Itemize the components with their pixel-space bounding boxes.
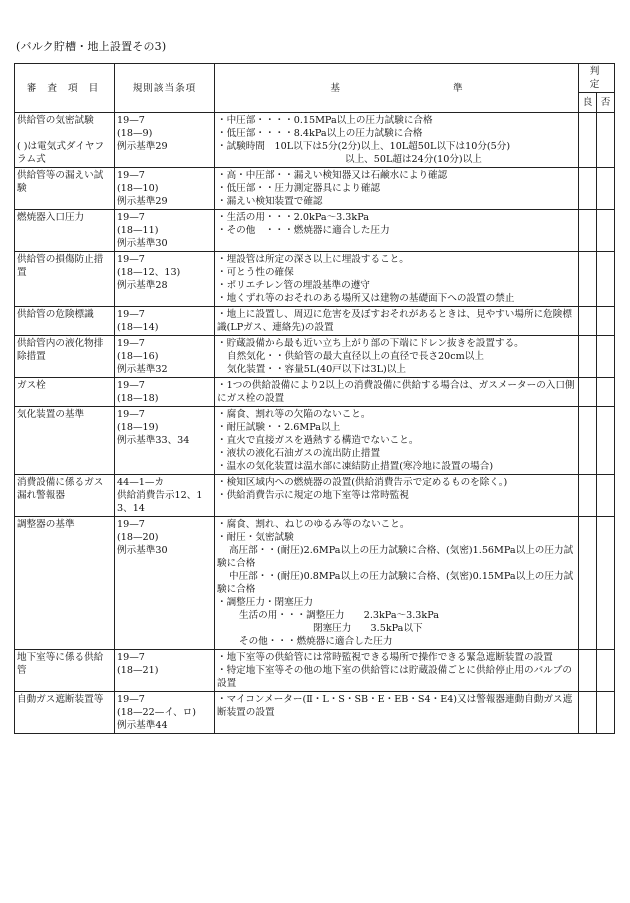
rule-cell [115, 692, 215, 734]
rule-text: 供給消費告示12、13、14 [117, 490, 203, 514]
judgement-good-cell[interactable] [579, 336, 597, 378]
standard-text: ・漏えい検知装置で確認 [217, 196, 323, 207]
header-judgement: 判 定 [579, 64, 615, 93]
standard-text: 高圧部・・(耐圧)2.6MPa以上の圧力試験に合格、(気密)1.56MPa以上の圧力試験に合格 [217, 545, 574, 569]
standard-cell [215, 475, 579, 517]
judgement-good-cell[interactable] [579, 307, 597, 336]
rule-text: (18—19) [117, 422, 159, 433]
rule-text: (18—20) [117, 532, 159, 543]
rule-cell [115, 517, 215, 650]
rule-text: (18—11) [117, 225, 159, 236]
item-cell [15, 378, 115, 407]
item-text: 供給管の危険標識 [17, 309, 94, 320]
rule-text: 19—7 [117, 694, 145, 705]
standard-text: その他・・・燃焼器に適合した圧力 [239, 636, 393, 647]
rule-text: 例示基準29 [117, 196, 168, 207]
rule-text: 19—7 [117, 519, 145, 530]
standard-cell [215, 307, 579, 336]
standard-text: ・中圧部・・・・0.15MPa以上の圧力試験に合格 [217, 115, 433, 126]
rule-text: 19—7 [117, 380, 145, 391]
item-cell [15, 168, 115, 210]
standard-text: ・地くずれ等のおそれのある場所又は建物の基礎面下への設置の禁止 [217, 293, 515, 304]
rule-text: (18—18) [117, 393, 159, 404]
standard-cell [215, 210, 579, 252]
standard-text: ・ポリエチレン管の埋設基準の遵守 [217, 280, 370, 291]
rule-text: (18—9) [117, 128, 153, 139]
standard-cell [215, 650, 579, 692]
rule-text: 19—7 [117, 652, 145, 663]
judgement-good-cell[interactable] [579, 168, 597, 210]
table-row [15, 407, 615, 475]
standard-text: ・特定地下室等その他の地下室の供給管には貯蔵設備ごとに供給停止用のバルブの設置 [217, 665, 572, 689]
rule-text: 19—7 [117, 212, 145, 223]
rule-text: (18—10) [117, 183, 159, 194]
standard-text: ・直火で直接ガスを過熱する構造でないこと。 [217, 435, 419, 446]
standard-text: 自然気化・・供給管の最大直径以上の直径で長さ20cm以上 [227, 351, 484, 362]
rule-cell [115, 168, 215, 210]
rule-text: 例示基準30 [117, 545, 168, 556]
rule-cell [115, 252, 215, 307]
judgement-bad-cell[interactable] [597, 168, 615, 210]
rule-text: 19—7 [117, 409, 145, 420]
item-text: 供給管内の液化物排除措置 [17, 338, 104, 362]
table-row [15, 307, 615, 336]
item-cell [15, 517, 115, 650]
standard-text: ・地上に設置し、周辺に危害を及ぼすおそれがあるときは、見やすい場所に危険標識(LPガス、連絡先)の設置 [217, 309, 572, 333]
standard-text: 以上、50L超は24分(10分)以上 [345, 154, 482, 165]
header-row [15, 64, 615, 93]
rule-text: 例示基準32 [117, 364, 168, 375]
judgement-good-cell[interactable] [579, 378, 597, 407]
table-row [15, 113, 615, 168]
judgement-bad-cell[interactable] [597, 650, 615, 692]
standard-text: ・可とう性の確保 [217, 267, 294, 278]
document-caption: (バルク貯槽・地上設置その3) [16, 40, 167, 53]
item-text: 供給管等の漏えい試験 [17, 170, 104, 194]
judgement-good-cell[interactable] [579, 517, 597, 650]
standard-cell [215, 407, 579, 475]
judgement-bad-cell[interactable] [597, 517, 615, 650]
standard-text: ・生活の用・・・2.0kPa～3.3kPa [217, 212, 369, 223]
table-row [15, 475, 615, 517]
judgement-bad-cell[interactable] [597, 378, 615, 407]
item-text: ガス栓 [17, 380, 46, 391]
header-rule: 規則該当条項 [115, 64, 215, 113]
standard-text: ・低圧部・・・・8.4kPa以上の圧力試験に合格 [217, 128, 423, 139]
standard-cell [215, 517, 579, 650]
standard-cell [215, 378, 579, 407]
rule-cell [115, 307, 215, 336]
table-row [15, 252, 615, 307]
item-cell [15, 210, 115, 252]
rule-text: 例示基準33、34 [117, 435, 190, 446]
standard-text: 閉塞圧力 3.5kPa以下 [313, 623, 423, 634]
standard-text: ・耐圧試験・・2.6MPa以上 [217, 422, 341, 433]
standard-text: ・検知区域内への燃焼器の設置(供給消費告示で定めるものを除く。) [217, 477, 508, 488]
rule-cell [115, 113, 215, 168]
table-row [15, 650, 615, 692]
header-item: 審 査 項 目 [15, 64, 115, 113]
judgement-bad-cell[interactable] [597, 210, 615, 252]
standard-text: ・腐食、割れ等の欠陥のないこと。 [217, 409, 371, 420]
rule-cell [115, 650, 215, 692]
item-spacer [17, 127, 112, 140]
item-text: 気化装置の基準 [17, 409, 85, 420]
standard-cell [215, 336, 579, 378]
judgement-good-cell[interactable] [579, 650, 597, 692]
judgement-bad-cell[interactable] [597, 692, 615, 734]
rule-cell [115, 210, 215, 252]
item-cell [15, 692, 115, 734]
item-cell [15, 475, 115, 517]
judgement-bad-cell[interactable] [597, 113, 615, 168]
judgement-good-cell[interactable] [579, 252, 597, 307]
rule-text: 例示基準30 [117, 238, 168, 249]
item-cell [15, 336, 115, 378]
item-text: 消費設備に係るガス漏れ警報器 [17, 477, 104, 501]
standard-text: ・高・中圧部・・漏えい検知器又は石鹸水により確認 [217, 170, 448, 181]
item-text: 供給管の損傷防止措置 [17, 254, 104, 278]
standard-cell [215, 168, 579, 210]
item-cell [15, 407, 115, 475]
rule-cell [115, 378, 215, 407]
standard-text: ・温水の気化装置は温水部に凍結防止措置(寒冷地に設置の場合) [217, 461, 494, 472]
rule-cell [115, 407, 215, 475]
item-cell [15, 252, 115, 307]
standard-text: ・貯蔵設備から最も近い立ち上がり部の下端にドレン抜きを設置する。 [217, 338, 524, 349]
standard-text: ・その他 ・・・燃焼器に適合した圧力 [217, 225, 390, 236]
rule-text: 例示基準44 [117, 720, 168, 731]
rule-text: 19—7 [117, 309, 145, 320]
rule-text: 19—7 [117, 170, 145, 181]
item-text: ( )は電気式ダイヤフラム式 [17, 141, 105, 165]
item-text: 自動ガス遮断装置等 [17, 694, 104, 705]
table-row [15, 168, 615, 210]
judgement-bad-cell[interactable] [597, 252, 615, 307]
rule-text: 44—1—カ [117, 477, 165, 488]
judgement-bad-cell[interactable] [597, 475, 615, 517]
rule-text: 19—7 [117, 338, 145, 349]
judgement-bad-cell[interactable] [597, 407, 615, 475]
standard-cell [215, 113, 579, 168]
standard-text: ・耐圧・気密試験 [217, 532, 294, 543]
rule-text: 例示基準28 [117, 280, 168, 291]
header-good: 良 [579, 93, 597, 113]
standard-text: 気化装置・・容量5L(40戸以下は3L)以上 [227, 364, 406, 375]
table-row [15, 378, 615, 407]
rule-text: 例示基準29 [117, 141, 168, 152]
rule-text: (18—22—イ、ロ) [117, 707, 197, 718]
rule-text: (18—14) [117, 322, 159, 333]
judgement-good-cell[interactable] [579, 113, 597, 168]
judgement-good-cell[interactable] [579, 407, 597, 475]
standard-cell [215, 692, 579, 734]
judgement-bad-cell[interactable] [597, 336, 615, 378]
table-row [15, 210, 615, 252]
standard-text: ・液状の液化石油ガスの流出防止措置 [217, 448, 381, 459]
item-text: 燃焼器入口圧力 [17, 212, 85, 223]
table-row [15, 517, 615, 650]
header-standard: 基 準 [215, 64, 579, 113]
table-row [15, 692, 615, 734]
standard-text: ・腐食、割れ、ねじのゆるみ等のないこと。 [217, 519, 410, 530]
rule-text: 19—7 [117, 254, 145, 265]
item-cell [15, 307, 115, 336]
item-text: 地下室等に係る供給管 [17, 652, 104, 676]
standard-text: 生活の用・・・調整圧力 2.3kPa～3.3kPa [239, 610, 439, 621]
judgement-good-cell[interactable] [579, 692, 597, 734]
standard-text: ・調整圧力・閉塞圧力 [217, 597, 313, 608]
table-row [15, 336, 615, 378]
standard-text: ・マイコンメーター(Ⅱ・L・S・SB・E・EB・S4・E4)又は警報器連動自動ガス遮断装置の設置 [217, 694, 573, 718]
rule-text: (18—12、13) [117, 267, 181, 278]
rule-text: (18—21) [117, 665, 159, 676]
standard-text: 中圧部・・(耐圧)0.8MPa以上の圧力試験に合格、(気密)0.15MPa以上の圧力試験に合格 [217, 571, 574, 595]
rule-cell [115, 336, 215, 378]
judgement-good-cell[interactable] [579, 210, 597, 252]
standard-text: ・試験時間 10L以下は5分(2分)以上、10L超50L以下は10分(5分) [217, 141, 511, 152]
item-text: 調整器の基準 [17, 519, 75, 530]
standard-text: ・1つの供給設備により2以上の消費設備に供給する場合は、ガスメーターの入口側にガス栓の設置 [217, 380, 575, 404]
rule-text: 19—7 [117, 115, 145, 126]
item-cell [15, 650, 115, 692]
standard-text: ・地下室等の供給管には常時監視できる場所で操作できる緊急遮断装置の設置 [217, 652, 553, 663]
inspection-table [14, 63, 615, 734]
item-text: 供給管の気密試験 [17, 115, 94, 126]
standard-cell [215, 252, 579, 307]
standard-text: ・低圧部・・圧力測定器具により確認 [217, 183, 381, 194]
judgement-good-cell[interactable] [579, 475, 597, 517]
rule-text: (18—16) [117, 351, 159, 362]
item-cell [15, 113, 115, 168]
rule-cell [115, 475, 215, 517]
judgement-bad-cell[interactable] [597, 307, 615, 336]
standard-text: ・供給消費告示に規定の地下室等は常時監視 [217, 490, 409, 501]
header-bad: 否 [597, 93, 615, 113]
standard-text: ・埋設管は所定の深さ以上に埋設すること。 [217, 254, 409, 265]
